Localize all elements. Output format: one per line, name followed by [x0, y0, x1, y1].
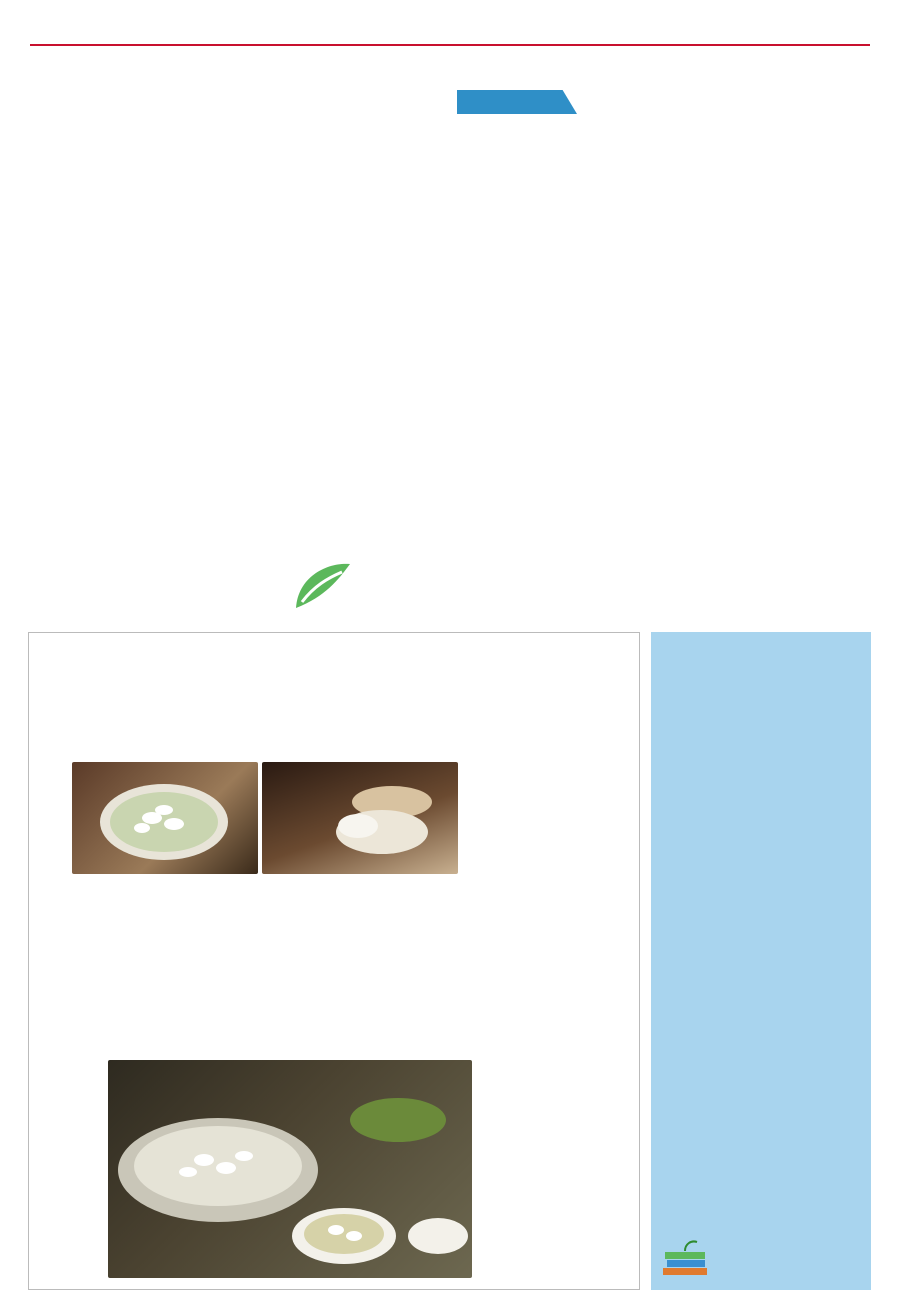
lead-col-2	[258, 152, 450, 547]
health-sidebar	[651, 632, 871, 1290]
slogan-logo	[288, 556, 428, 622]
food-intro	[100, 878, 258, 1078]
urban-item-2-text	[460, 204, 870, 288]
urban-item-5-text	[460, 500, 870, 570]
urban-item-4-text	[460, 406, 870, 462]
hand-shaping-icon	[262, 762, 458, 874]
books-icon	[659, 1238, 713, 1282]
daily-list	[651, 642, 871, 646]
urban-item-4	[460, 402, 870, 464]
header-rule	[30, 44, 870, 46]
urban-item-2	[460, 200, 870, 290]
knowledge-window-logo	[659, 1238, 865, 1284]
food-photo-shop	[108, 1060, 472, 1278]
lead-col-1	[30, 152, 248, 622]
urban-item-5	[460, 496, 870, 572]
food-body	[482, 708, 634, 1248]
food-photo-hands	[262, 762, 458, 874]
cooking-pot-icon	[108, 1060, 472, 1278]
urban-item-1-text	[460, 122, 870, 178]
urban-banner	[457, 90, 577, 114]
food-photo-bowl	[72, 762, 258, 874]
tofu-bowl-icon	[72, 762, 258, 874]
urban-item-3-text	[460, 310, 870, 380]
food-prevent-list	[651, 668, 871, 672]
urban-item-3	[460, 306, 870, 382]
urban-item-1	[460, 118, 870, 180]
leaf-icon	[288, 556, 358, 616]
